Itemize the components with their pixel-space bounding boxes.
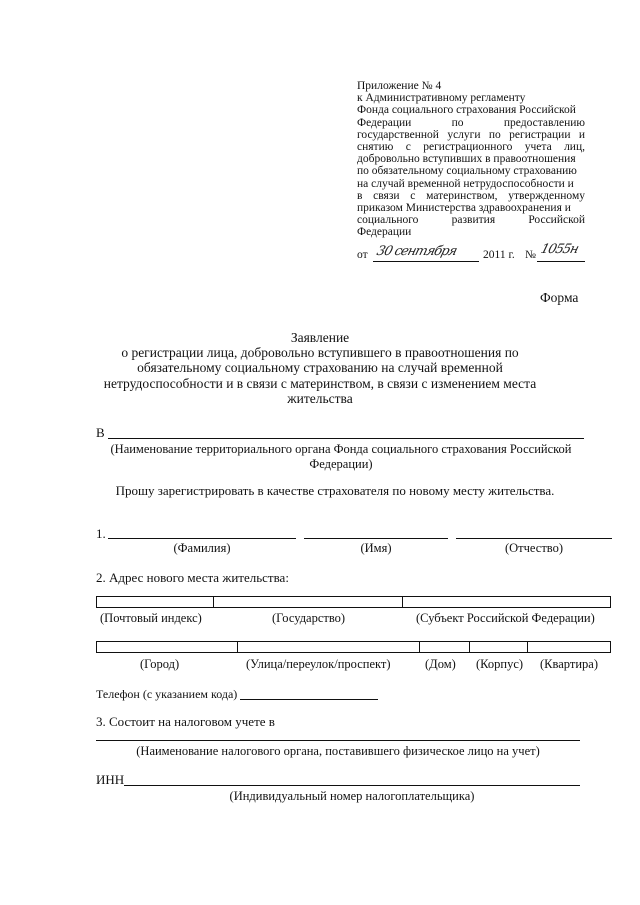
section2-label: 2. Адрес нового места жительства: bbox=[96, 570, 289, 585]
name-caption: (Имя) bbox=[360, 541, 392, 555]
appendix-line: в связи с материнством, утвержденному bbox=[357, 189, 585, 202]
appendix-line: снятию с регистрационного учета лиц, bbox=[357, 141, 585, 154]
number-underline bbox=[537, 261, 585, 262]
recipient-field[interactable] bbox=[108, 438, 584, 439]
title-heading: Заявление bbox=[290, 330, 350, 345]
appendix-line: Федерации по предоставлению bbox=[357, 116, 585, 129]
from-label: от bbox=[357, 249, 368, 261]
section1-number: 1. bbox=[96, 526, 106, 541]
phone-field[interactable] bbox=[240, 699, 378, 700]
phone-label: Телефон (с указанием кода) bbox=[96, 687, 238, 701]
appendix-line: государственной услуги по регистрации и bbox=[357, 128, 585, 141]
house-caption: (Дом) bbox=[425, 657, 456, 671]
country-caption: (Государство) bbox=[272, 611, 346, 625]
handwritten-date: 30 сентября bbox=[374, 244, 459, 259]
cell-divider bbox=[527, 642, 528, 652]
appendix-line: Федерации bbox=[357, 226, 412, 239]
patronymic-caption: (Отчество) bbox=[504, 541, 564, 555]
handwritten-number: 1055н bbox=[538, 242, 580, 257]
inn-caption: (Индивидуальный номер налогоплательщика) bbox=[229, 789, 475, 803]
appendix-line: к Административному регламенту bbox=[357, 92, 526, 105]
title-line: обязательному социальному страхованию на случай временной bbox=[137, 360, 503, 376]
appendix-block bbox=[357, 80, 585, 239]
street-caption: (Улица/переулок/проспект) bbox=[246, 657, 391, 671]
address-row-2 bbox=[96, 641, 611, 653]
appendix-line: на случай временной нетрудоспособности и bbox=[357, 177, 574, 190]
postal-code-caption: (Почтовый индекс) bbox=[100, 611, 202, 625]
appendix-line: по обязательному социальному страхованию bbox=[357, 165, 577, 178]
date-underline bbox=[373, 261, 479, 262]
name-field[interactable] bbox=[304, 538, 448, 539]
recipient-prefix: В bbox=[96, 425, 105, 440]
document-title bbox=[90, 330, 550, 406]
number-label: № bbox=[525, 249, 536, 261]
appendix-line: социального развития Российской bbox=[357, 214, 585, 227]
title-line: жительства bbox=[287, 390, 353, 406]
city-caption: (Город) bbox=[140, 657, 180, 671]
address-row-1 bbox=[96, 596, 611, 608]
appendix-line: приказом Министерства здравоохранения и bbox=[357, 202, 571, 215]
inn-label: ИНН bbox=[96, 772, 125, 787]
cell-divider bbox=[402, 597, 403, 607]
cell-divider bbox=[213, 597, 214, 607]
title-line: о регистрации лица, добровольно вступившего в правоотношения по bbox=[121, 345, 519, 361]
surname-caption: (Фамилия) bbox=[173, 541, 231, 555]
surname-field[interactable] bbox=[108, 538, 296, 539]
appendix-date-row bbox=[357, 242, 597, 264]
building-caption: (Корпус) bbox=[476, 657, 524, 671]
section3-label: 3. Состоит на налоговом учете в bbox=[96, 714, 275, 729]
tax-authority-field[interactable] bbox=[96, 740, 580, 741]
region-caption: (Субъект Российской Федерации) bbox=[416, 611, 595, 625]
apartment-caption: (Квартира) bbox=[540, 657, 598, 671]
request-text: Прошу зарегистрировать в качестве страхователя по новому месту жительства. bbox=[115, 483, 555, 498]
cell-divider bbox=[419, 642, 420, 652]
cell-divider bbox=[237, 642, 238, 652]
forma-label: Форма bbox=[540, 290, 579, 305]
appendix-line: Фонда социального страхования Российской bbox=[357, 104, 576, 117]
appendix-line: Приложение № 4 bbox=[357, 80, 442, 92]
patronymic-field[interactable] bbox=[456, 538, 612, 539]
cell-divider bbox=[469, 642, 470, 652]
year-label: 2011 г. bbox=[483, 249, 515, 261]
appendix-line: добровольно вступивших в правоотношения bbox=[357, 153, 576, 166]
inn-field[interactable] bbox=[124, 785, 580, 786]
recipient-caption-line2: Федерации) bbox=[309, 457, 373, 471]
recipient-caption-line1: (Наименование территориального органа Фонда социального страхования Российской bbox=[110, 442, 572, 456]
tax-authority-caption: (Наименование налогового органа, поставившего физическое лицо на учет) bbox=[136, 744, 540, 758]
title-line: нетрудоспособности и в связи с материнством, в связи с изменением места bbox=[103, 375, 537, 391]
